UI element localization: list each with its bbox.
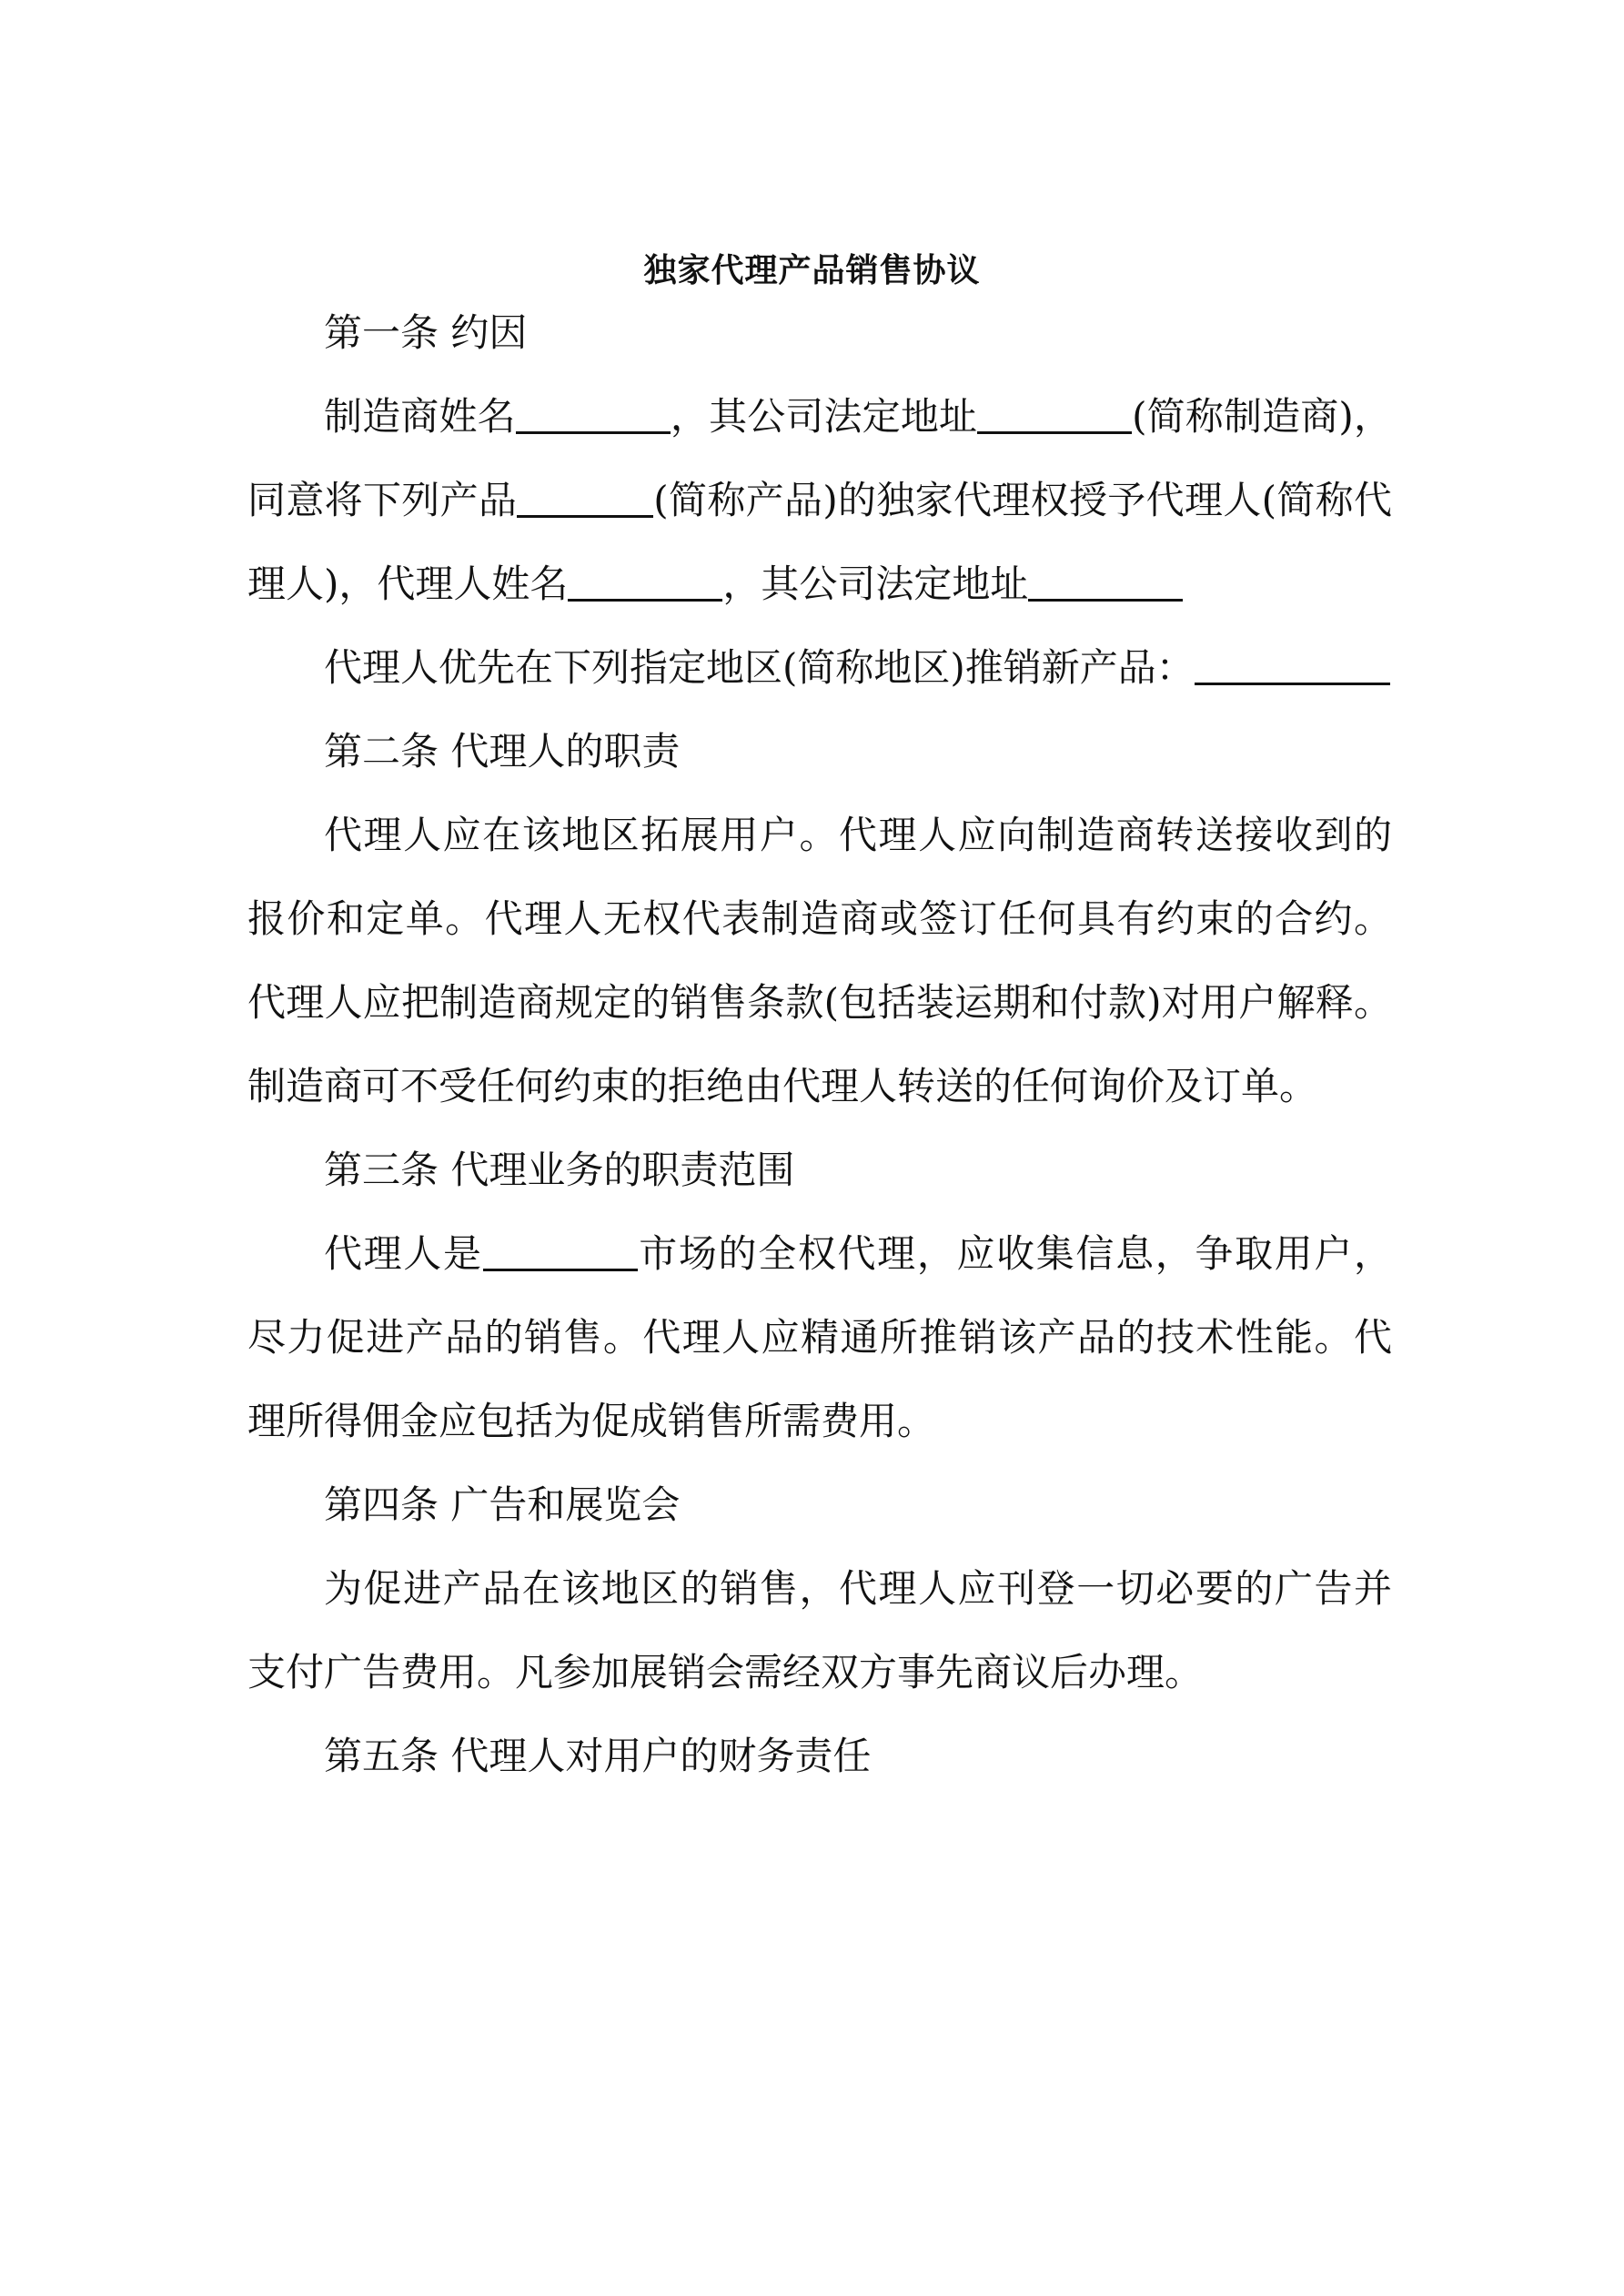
text-segment: ，其公司法定地址 — [670, 394, 978, 439]
text-segment: 代理人是 — [324, 1231, 483, 1276]
section-heading-1: 第一条 约因 — [324, 310, 528, 355]
section-heading-4: 第四条 广告和展览会 — [324, 1482, 681, 1527]
blank-territory[interactable] — [1195, 644, 1390, 685]
text-segment: 制造商姓名 — [324, 394, 516, 439]
section-heading-5: 第五条 代理人对用户的财务责任 — [324, 1734, 872, 1778]
paragraph-agent-duties: 代理人应在该地区拓展用户。代理人应向制造商转送接收到的报价和定单。代理人无权代表制造商或签订任何具有约束的合约。代理人应把制造商规定的销售条款(包括装运期和付款)对用户解释。制造商可不受任何约束的拒绝由代理人转送的任何询价及订单。 — [247, 813, 1392, 1108]
paragraph-advertising: 为促进产品在该地区的销售，代理人应刊登一切必要的广告并支付广告费用。凡参加展销会需经双方事先商议后办理。 — [247, 1566, 1392, 1694]
blank-market[interactable] — [483, 1230, 638, 1271]
blank-agent-name[interactable] — [568, 561, 722, 602]
paragraph-consideration — [247, 375, 1392, 626]
paragraph-agency-scope — [247, 1212, 1392, 1463]
text-segment: ，其公司法定地址 — [722, 561, 1029, 606]
text-segment: (简称制造商)，同意将下列产品 — [247, 394, 1392, 522]
blank-manufacturer-address[interactable] — [977, 393, 1132, 434]
blank-manufacturer-name[interactable] — [516, 393, 671, 434]
document-body — [247, 291, 1392, 1798]
section-heading-2: 第二条 代理人的职责 — [324, 729, 681, 774]
text-segment: (简称产品)的独家代理权授予代理人(简称代理人)，代理人姓名 — [247, 478, 1392, 606]
blank-product[interactable] — [517, 477, 653, 518]
blank-agent-address[interactable] — [1028, 561, 1183, 602]
text-segment: 代理人优先在下列指定地区(简称地区)推销新产品： — [324, 645, 1195, 690]
section-heading-3: 第三条 代理业务的职责范围 — [324, 1148, 795, 1192]
document-title: 独家代理产品销售协议 — [643, 251, 981, 289]
paragraph-territory — [247, 626, 1392, 710]
text-segment: 市场的全权代理，应收集信息，争取用户，尽力促进产品的销售。代理人应精通所推销该产品的技术性能。代理所得佣金应包括为促成销售所需费用。 — [247, 1231, 1392, 1443]
